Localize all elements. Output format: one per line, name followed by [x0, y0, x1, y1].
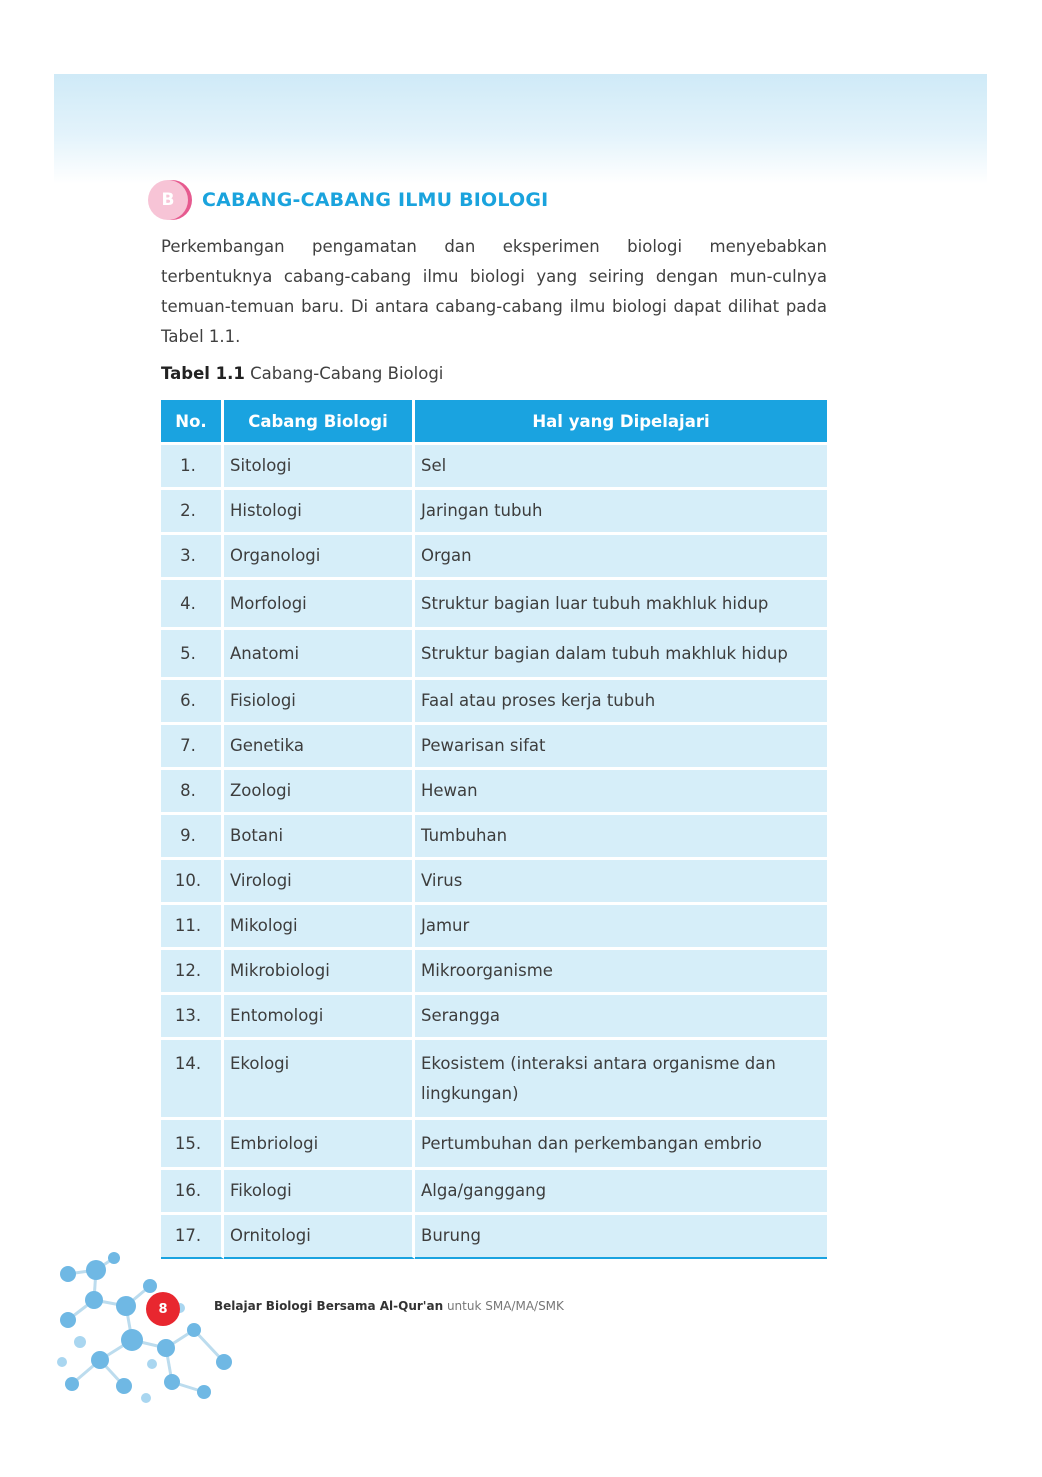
row-number: 10. — [161, 857, 224, 902]
row-number: 5. — [161, 627, 224, 677]
section-badge: B — [148, 180, 188, 220]
row-subject: Alga/ganggang — [415, 1167, 827, 1212]
row-branch: Virologi — [224, 857, 415, 902]
row-branch: Sitologi — [224, 442, 415, 487]
table-row — [161, 532, 827, 577]
table-header-row — [161, 400, 827, 442]
row-number: 3. — [161, 532, 224, 577]
row-branch: Embriologi — [224, 1117, 415, 1167]
row-subject: Ekosistem (interaksi antara organisme dan lingkungan) — [415, 1037, 827, 1117]
table-row — [161, 577, 827, 627]
row-number: 15. — [161, 1117, 224, 1167]
row-subject: Sel — [415, 442, 827, 487]
section-header — [148, 180, 548, 220]
row-number: 13. — [161, 992, 224, 1037]
row-subject: Jamur — [415, 902, 827, 947]
row-number: 17. — [161, 1212, 224, 1259]
row-subject: Pertumbuhan dan perkembangan embrio — [415, 1117, 827, 1167]
row-subject: Burung — [415, 1212, 827, 1259]
row-branch: Anatomi — [224, 627, 415, 677]
header-no: No. — [161, 400, 224, 442]
row-branch: Entomologi — [224, 992, 415, 1037]
row-subject: Struktur bagian dalam tubuh makhluk hidup — [415, 627, 827, 677]
row-number: 2. — [161, 487, 224, 532]
row-branch: Mikologi — [224, 902, 415, 947]
table-row — [161, 1167, 827, 1212]
row-branch: Histologi — [224, 487, 415, 532]
row-number: 16. — [161, 1167, 224, 1212]
molecule-cluster-icon — [54, 1252, 244, 1407]
row-branch: Ornitologi — [224, 1212, 415, 1259]
row-number: 4. — [161, 577, 224, 627]
header-branch: Cabang Biologi — [224, 400, 415, 442]
table-row — [161, 902, 827, 947]
table-caption — [161, 364, 443, 383]
table-row — [161, 812, 827, 857]
intro-paragraph: Perkembangan pengamatan dan eksperimen biologi menyebabkan terbentuknya cabang-cabang ilmu biologi yang seiring dengan mun-culnya temuan-temuan baru. Di antara cabang-cabang ilmu biologi dapat dilihat pada Tabel 1.1. — [161, 237, 827, 346]
table-row — [161, 1212, 827, 1259]
row-branch: Fisiologi — [224, 677, 415, 722]
row-branch: Morfologi — [224, 577, 415, 627]
row-branch: Genetika — [224, 722, 415, 767]
header-band — [54, 74, 987, 184]
row-subject: Hewan — [415, 767, 827, 812]
row-branch: Zoologi — [224, 767, 415, 812]
table-row — [161, 627, 827, 677]
row-subject: Organ — [415, 532, 827, 577]
row-number: 12. — [161, 947, 224, 992]
row-branch: Mikrobiologi — [224, 947, 415, 992]
table-row — [161, 442, 827, 487]
row-subject: Mikroorganisme — [415, 947, 827, 992]
row-subject: Struktur bagian luar tubuh makhluk hidup — [415, 577, 827, 627]
row-branch: Organologi — [224, 532, 415, 577]
row-number: 8. — [161, 767, 224, 812]
row-subject: Tumbuhan — [415, 812, 827, 857]
section-title: CABANG-CABANG ILMU BIOLOGI — [202, 189, 549, 211]
table-row — [161, 947, 827, 992]
row-subject: Serangga — [415, 992, 827, 1037]
footer-book-title — [214, 1299, 564, 1313]
table-row — [161, 767, 827, 812]
row-number: 7. — [161, 722, 224, 767]
branches-table — [161, 400, 827, 1259]
page-number: 8 — [146, 1292, 180, 1326]
table-row — [161, 992, 827, 1037]
table-row — [161, 1037, 827, 1117]
table-row — [161, 677, 827, 722]
row-number: 9. — [161, 812, 224, 857]
row-branch: Ekologi — [224, 1037, 415, 1117]
row-subject: Virus — [415, 857, 827, 902]
footer-title: Belajar Biologi Bersama Al-Qur'an — [214, 1299, 444, 1313]
row-number: 6. — [161, 677, 224, 722]
row-subject: Jaringan tubuh — [415, 487, 827, 532]
table-row — [161, 722, 827, 767]
table-caption-title: Cabang-Cabang Biologi — [250, 364, 444, 383]
row-number: 14. — [161, 1037, 224, 1117]
header-subject: Hal yang Dipelajari — [415, 400, 827, 442]
row-number: 1. — [161, 442, 224, 487]
row-branch: Fikologi — [224, 1167, 415, 1212]
table-row — [161, 857, 827, 902]
row-subject: Faal atau proses kerja tubuh — [415, 677, 827, 722]
row-subject: Pewarisan sifat — [415, 722, 827, 767]
table-row — [161, 487, 827, 532]
table-row — [161, 1117, 827, 1167]
row-branch: Botani — [224, 812, 415, 857]
footer-audience: untuk SMA/MA/SMK — [446, 1299, 564, 1313]
table-caption-number: Tabel 1.1 — [161, 364, 245, 383]
row-number: 11. — [161, 902, 224, 947]
